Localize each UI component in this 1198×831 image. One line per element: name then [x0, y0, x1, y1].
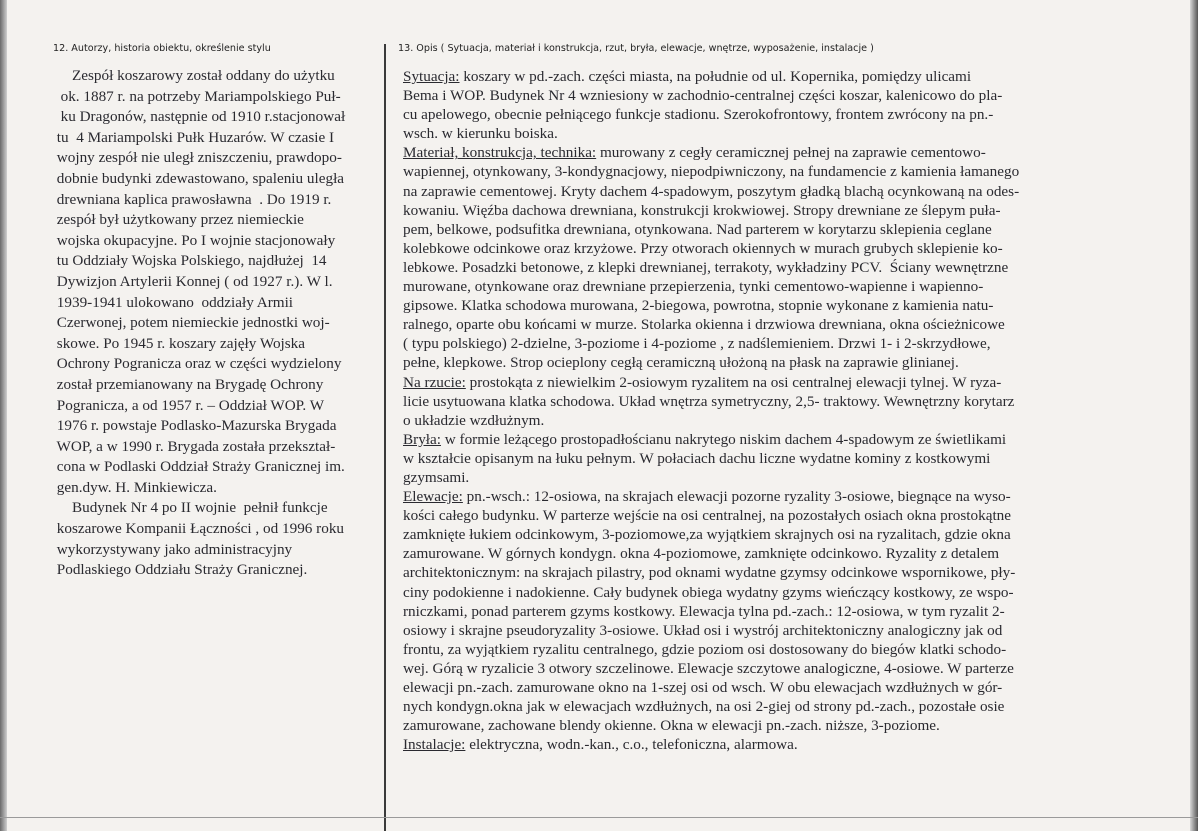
history-line: dobnie budynki zdewastowano, spaleniu uległa [53, 169, 345, 187]
scan-right-edge [1190, 0, 1198, 831]
history-text [53, 66, 345, 581]
description-line-text: pem, belkowe, podsufitka drewniana, otynkowana. Nad parterem w korytarzu sklepienia ceglane [403, 220, 992, 238]
description-line [403, 697, 1019, 716]
description-line [403, 86, 1019, 105]
history-line: ok. 1887 r. na potrzeby Mariampolskiego Puł- [53, 87, 341, 105]
description-line-text: wapiennej, otynkowany, 3-kondygnacjowy, niepodpiwniczony, na fundamencie z kamienia łamanego [403, 163, 1020, 181]
description-line [403, 334, 1019, 353]
description-line [403, 124, 1019, 143]
description-line [403, 220, 1019, 239]
history-line: gen.dyw. H. Minkiewicza. [53, 478, 217, 496]
description-line [403, 315, 1019, 334]
history-line: wojny zespół nie uległ zniszczeniu, prawdopo- [53, 149, 342, 167]
description-line [403, 640, 1019, 659]
history-line: koszarowe Kompanii Łączności , od 1996 roku [53, 520, 345, 538]
description-line-text: zamurowane. W górnych kondygn. okna 4-poziomowe, zamknięte odcinkowo. Ryzality z detalem [403, 545, 1000, 563]
description-line-text: gzymsami. [403, 468, 470, 486]
description-line [403, 544, 1019, 563]
description-line [403, 258, 1019, 277]
history-line: wykorzystywany jako administracyjny [53, 540, 293, 558]
history-line: WOP, a w 1990 r. Brygada została przekształ- [53, 437, 336, 455]
description-text [403, 67, 1019, 754]
history-line: cona w Podlaski Oddział Straży Granicznej im. [53, 458, 345, 476]
description-line-text: o układzie wzdłużnym. [403, 411, 545, 429]
description-line-text: pełne, klepkowe. Strop ocieplony cegłą ceramiczną ułożoną na płask na zaprawie glinianej. [403, 354, 959, 372]
history-line: ku Dragonów, następnie od 1910 r.stacjonował [53, 108, 346, 126]
description-line-text: murowane, otynkowane oraz drewniane przepierzenia, tynki cementowo-wapienne i wapienno- [403, 278, 984, 296]
description-line-text: koszary w pd.-zach. części miasta, na południe od ul. Kopernika, pomiędzy ulicami [459, 68, 972, 85]
description-line [403, 430, 1019, 449]
history-line: Pogranicza, a od 1957 r. – Oddział WOP. W [53, 396, 325, 414]
description-line [403, 716, 1019, 735]
history-line: Zespół koszarowy został oddany do użytku [53, 67, 335, 84]
description-line-text: na zaprawie cementowej. Kryty dachem 4-spadowym, poszytym gładką blachą ocynkowaną na odes- [403, 182, 1020, 200]
description-line-text: ( typu polskiego) 2-dzielne, 3-poziome i 4-poziome , z nadślemieniem. Drzwi 1- i 2-skrzydłowe, [403, 335, 991, 353]
description-line [403, 296, 1019, 315]
subsection-label: Bryła: [403, 430, 441, 448]
history-line: Dywizjon Artylerii Konnej ( od 1927 r.). W l. [53, 272, 333, 290]
description-line [403, 392, 1019, 411]
description-line-text: kowaniu. Więźba dachowa drewniana, konstrukcji krokwiowej. Stropy drewniane ze ślepym puła- [403, 201, 1001, 219]
description-line-text: frontu, za wyjątkiem ryzalitu centralnego, gdzie poziom osi dostosowany do biegów klatki schodo- [403, 640, 1007, 658]
subsection-label: Sytuacja: [403, 68, 460, 85]
description-line [403, 411, 1019, 430]
description-line [403, 563, 1019, 582]
description-line [403, 583, 1019, 602]
description-line-text: osiowy i skrajne pseudoryzality 3-osiowe. Układ osi i wystrój architektoniczny analogiczny jak od [403, 621, 1003, 639]
description-line-text: w kształcie opisanym na łuku pełnym. W połaciach dachu liczne wydatne kominy z kostkowymi [403, 449, 991, 467]
description-line [403, 277, 1019, 296]
description-line-text: rniczkami, ponad parterem gzyms kostkowy. Elewacja tylna pd.-zach.: 12-osiowa, w tym ryzalit 2- [403, 602, 1005, 620]
description-line-text: ciny podokienne i nadokienne. Cały budynek obiega wydatny gzyms wieńczący kostkowy, ze wspo- [403, 583, 1014, 601]
description-line [403, 468, 1019, 487]
history-line: został przemianowany na Brygadę Ochrony [53, 375, 324, 393]
description-line-text: w formie leżącego prostopadłościanu nakrytego niskim dachem 4-spadowym ze świetlikami [440, 430, 1007, 448]
description-line-text: wej. Górą w ryzalicie 3 otwory szczelinowe. Elewacje szczytowe analogiczne, 4-osiowe. W parterze [403, 659, 1014, 677]
history-line: wojska okupacyjne. Po I wojnie stacjonowały [53, 231, 336, 249]
description-line [403, 602, 1019, 621]
history-line: drewniana kaplica prawosławna . Do 1919 r. [53, 190, 332, 208]
description-line [403, 182, 1019, 201]
description-line [403, 162, 1019, 181]
description-line-text: murowany z cegły ceramicznej pełnej na zaprawie cementowo- [596, 144, 986, 162]
history-line: Czerwonej, potem niemieckie jednostki woj- [53, 314, 330, 332]
subsection-label: Elewacje: [403, 488, 463, 506]
description-line-text: elewacji pn.-zach. zamurowane okno na 1-szej osi od wsch. W obu elewacjach wzdłużnych w gór- [403, 679, 1003, 696]
description-line [403, 201, 1019, 220]
history-line: Budynek Nr 4 po II wojnie pełnił funkcje [53, 499, 328, 517]
description-line-text: architektonicznym: na skrajach pilastry, pod oknami wydatne gzymsy odcinkowe wspornikowe, pły- [403, 564, 1016, 582]
history-line: 1976 r. powstaje Podlasko-Mazurska Brygada [53, 417, 337, 435]
description-line-text: kolebkowe odcinkowe oraz krzyżowe. Przy otworach okiennych w murach grubych sklepienie ko- [403, 239, 1003, 257]
description-line [403, 105, 1019, 124]
description-line-text: elektryczna, wodn.-kan., c.o., telefoniczna, alarmowa. [465, 736, 798, 754]
description-line-text: gipsowe. Klatka schodowa murowana, 2-biegowa, powrotna, stopnie wykonane z kamienia natu- [403, 297, 994, 315]
description-line-text: zamknięte łukiem odcinkowym, 3-poziomowe,za wyjątkiem skrajnych osi na ryzalitach, gdzie okna [403, 526, 1011, 544]
description-line-text: lebkowe. Posadzki betonowe, z klepki drewnianej, terrakoty, wykładziny PCV. Ściany wewnętrzne [403, 258, 1009, 276]
description-line-text: zamurowane, zachowane blendy okienne. Okna w elewacji pn.-zach. niższe, 3-poziome. [403, 717, 940, 735]
description-line [403, 487, 1019, 506]
description-line [403, 525, 1019, 544]
description-line [403, 678, 1019, 697]
bottom-rule [0, 817, 1198, 818]
history-line: skowe. Po 1945 r. koszary zajęły Wojska [53, 334, 306, 352]
description-line [403, 735, 1019, 754]
description-line-text: cu apelowego, obecnie pełniącego funkcje stadionu. Szerokofrontowy, frontem zwrócony na pn.- [403, 106, 994, 124]
description-line [403, 373, 1019, 392]
description-line [403, 506, 1019, 525]
description-line-text: ralnego, oparte obu końcami w murze. Stolarka okienna i drzwiowa drewniana, okna ościeżnicowe [403, 316, 1005, 334]
history-line: tu 4 Mariampolski Pułk Huzarów. W czasie I [53, 128, 335, 146]
history-line: tu Oddziały Wojska Polskiego, najdłużej 14 [53, 252, 327, 270]
history-line: Podlaskiego Oddziału Straży Granicznej. [53, 561, 308, 579]
history-line: Ochrony Pogranicza oraz w części wydzielony [53, 355, 342, 373]
scan-left-edge [0, 0, 7, 831]
description-line [403, 353, 1019, 372]
history-line: 1939-1941 ulokowano oddziały Armii [53, 293, 294, 311]
description-line-text: pn.-wsch.: 12-osiowa, na skrajach elewacji pozorne ryzality 3-osiowe, biegnące na wyso- [462, 488, 1011, 506]
description-line-text: nych kondygn.okna jak w elewacjach wzdłużnych, na osi 2-giej od strony pd.-zach., pozostałe osie [403, 698, 1005, 716]
description-line [403, 621, 1019, 640]
description-line-text: prostokąta z niewielkim 2-osiowym ryzalitem na osi centralnej elewacji tylnej. W ryza- [465, 373, 1002, 391]
description-line [403, 239, 1019, 258]
subsection-label: Instalacje: [403, 736, 466, 754]
description-line [403, 143, 1019, 162]
subsection-label: Materiał, konstrukcja, technika: [403, 144, 597, 162]
column-divider [384, 44, 386, 831]
description-line-text: wsch. w kierunku boiska. [403, 125, 558, 143]
description-line [403, 659, 1019, 678]
section-12-heading: 12. Autorzy, historia obiektu, określenie stylu [53, 43, 271, 54]
description-line-text: licie usytuowana klatka schodowa. Układ wnętrza symetryczny, 2,5- traktowy. Wewnętrzny korytarz [403, 392, 1015, 410]
description-line-text: kości całego budynku. W parterze wejście na osi centralnej, na pozostałych osiach okna prostokątne [403, 507, 1011, 525]
subsection-label: Na rzucie: [403, 373, 466, 391]
history-line: zespół był użytkowany przez niemieckie [53, 211, 304, 229]
description-line [403, 449, 1019, 468]
description-line-text: Bema i WOP. Budynek Nr 4 wzniesiony w zachodnio-centralnej części koszar, kalenicowo do pla- [403, 87, 1003, 105]
description-line [403, 67, 1019, 86]
section-13-heading: 13. Opis ( Sytuacja, materiał i konstrukcja, rzut, bryła, elewacje, wnętrze, wyposażenie, instalacje ) [398, 43, 874, 54]
